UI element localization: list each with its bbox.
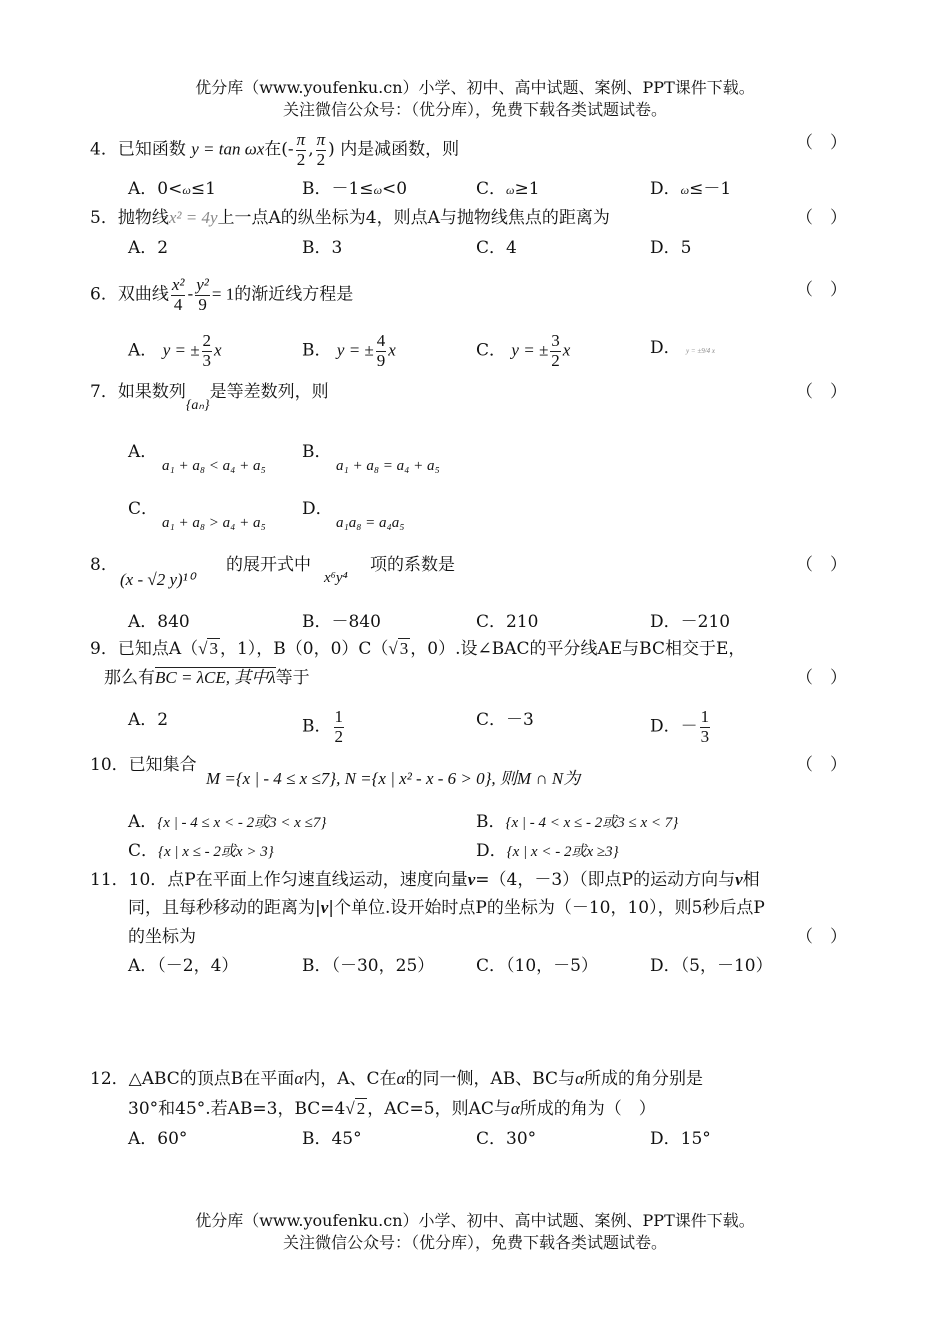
q5-option-b: B．3 <box>302 238 343 258</box>
q11-stem-line3: 的坐标为 <box>128 927 196 947</box>
footer-line-2: 关注微信公众号：（优分库），免费下载各类试题试卷。 <box>282 1233 667 1252</box>
q11-stem-line1: 11．10．点P在平面上作匀速直线运动，速度向量v=（4，－3）（即点P的运动方向与v相 <box>90 870 760 890</box>
q9-option-d: D．－ $\frac{1}{3}$ <box>650 707 710 746</box>
q12-option-a: A．60° <box>128 1129 188 1149</box>
q7-option-b-label: B． <box>302 442 332 462</box>
q11-stem-line2: 同，且每秒移动的距离为|v|个单位.设开始时点P的坐标为（－10，10），则5秒后点P <box>128 898 765 918</box>
q8-option-d: D．－210 <box>650 612 731 632</box>
q7-option-c: a₁ + a₈ > a₄ + a₅ <box>162 515 266 531</box>
q10-option-b: B．{x | - 4 < x ≤ - 2或3 ≤ x < 7} <box>476 812 679 832</box>
q10-stem: 10．已知集合 <box>90 755 197 775</box>
q12-stem-line1: 12．△ABC的顶点B在平面α内，A、C在α的同一侧，AB、BC与α所成的角分别是 <box>90 1069 704 1089</box>
q6-stem: 6．双曲线 $\frac{\text{x²}}{4}$ - $\frac{\text{y²}}{9}$ = 1的渐近线方程是 <box>90 275 354 314</box>
q9-option-a: A．2 <box>128 710 169 730</box>
q5-answer-blank: （ ） <box>796 208 847 228</box>
q12-option-b: B．45° <box>302 1129 362 1149</box>
q7-option-c-label: C． <box>128 499 159 519</box>
q7-option-b: a₁ + a₈ = a₄ + a₅ <box>336 458 440 474</box>
q8-num: 8． <box>90 555 118 575</box>
q12-option-c: C．30° <box>476 1129 537 1149</box>
q8-option-b: B．－840 <box>302 612 381 632</box>
q4-option-b: B．－1≤ω<0 <box>302 179 408 199</box>
q7-answer-blank: （ ） <box>796 382 847 402</box>
q11-option-b: B．（－30，25） <box>302 956 435 976</box>
q12-option-d: D．15° <box>650 1129 711 1149</box>
footer-line-1: 优分库（www.youfenku.cn）小学、初中、高中试题、案例、PPT课件下载。 <box>195 1211 755 1230</box>
q7-option-a-label: A． <box>128 442 158 462</box>
q4-option-a: A．0<ω≤1 <box>128 179 216 199</box>
q5-equation: x² = 4y <box>168 208 218 227</box>
q6-option-c: C． y = ± $\frac{3}{2}$ x <box>476 331 571 370</box>
q12-stem-line2: 30°和45°.若AB=3，BC=4√ 2 ，AC=5，则AC与α所成的角为（ ） <box>128 1099 656 1119</box>
q8-post: 项的系数是 <box>370 555 455 575</box>
q10-option-c: C．{x | x ≤ - 2或x > 3} <box>128 841 274 861</box>
header-line-2: 关注微信公众号：（优分库），免费下载各类试题试卷。 <box>282 100 667 119</box>
q11-option-c: C．（10，－5） <box>476 956 598 976</box>
q4-function: y = tan ωx <box>191 139 265 159</box>
q4-option-d: D．ω≤－1 <box>650 179 732 199</box>
q8-mid: 的展开式中 <box>226 555 311 575</box>
header-line-1: 优分库（www.youfenku.cn）小学、初中、高中试题、案例、PPT课件下载。 <box>195 78 755 97</box>
q5-option-d: D．5 <box>650 238 692 258</box>
q8-answer-blank: （ ） <box>796 555 847 575</box>
q6-answer-blank: （ ） <box>796 280 847 300</box>
q7-option-a: a₁ + a₈ < a₄ + a₅ <box>162 458 266 474</box>
q8-expression: (x - √2 y)¹⁰ <box>120 570 195 589</box>
q6-option-a: A． y = ± $\frac{2}{3}$ x <box>128 331 222 370</box>
q4-answer-blank: （ ） <box>796 133 847 153</box>
q10-option-a: A．{x | - 4 ≤ x < - 2或3 < x ≤7} <box>128 812 327 832</box>
q5-option-a: A．2 <box>128 238 169 258</box>
q5-stem: 5．抛物线x² = 4y上一点A的纵坐标为4，则点A与抛物线焦点的距离为 <box>90 208 610 228</box>
q10-answer-blank: （ ） <box>796 755 847 775</box>
q8-term: x⁶y⁴ <box>324 570 348 586</box>
q7-stem: 7．如果数列$_{\{a_n\}}$是等差数列，则 <box>90 382 329 413</box>
q8-option-c: C．210 <box>476 612 539 632</box>
q10-option-d: D．{x | x < - 2或x ≥3} <box>476 841 619 861</box>
q11-answer-blank: （ ） <box>796 927 847 947</box>
q6-option-d: D． y = ±9/4 x <box>650 338 716 358</box>
q9-option-c: C．－3 <box>476 710 534 730</box>
q5-option-c: C．4 <box>476 238 517 258</box>
q4-option-c: C．ω≥1 <box>476 179 540 199</box>
q7-option-d: a₁a₈ = a₄a₅ <box>336 515 405 531</box>
q9-answer-blank: （ ） <box>796 668 847 688</box>
q11-option-a: A．（－2，4） <box>128 956 239 976</box>
q8-option-a: A．840 <box>128 612 190 632</box>
q4-stem: 4．已知函数 y = tan ωx在(- $\frac{\pi}{2}$ , $\frac{\pi}{2}$ ) 内是减函数，则 <box>90 130 460 169</box>
q9-option-b: B． $\frac{1}{2}$ <box>302 707 343 746</box>
q7-option-d-label: D． <box>302 499 333 519</box>
q6-option-b: B． y = ± $\frac{4}{9}$ x <box>302 331 396 370</box>
q9-stem-line2: 那么有BC = λCE, 其中λ等于 <box>104 668 310 688</box>
q10-expression: M ={x | - 4 ≤ x ≤7}, N ={x | x² - x - 6 > 0}, 则M ∩ N为 <box>206 769 581 788</box>
q9-stem-line1: 9．已知点A（√ 3 ，1），B（0，0）C（√ 3 ，0）.设∠BAC的平分线AE与BC相交于E， <box>90 639 746 659</box>
q11-option-d: D．（5，－10） <box>650 956 773 976</box>
